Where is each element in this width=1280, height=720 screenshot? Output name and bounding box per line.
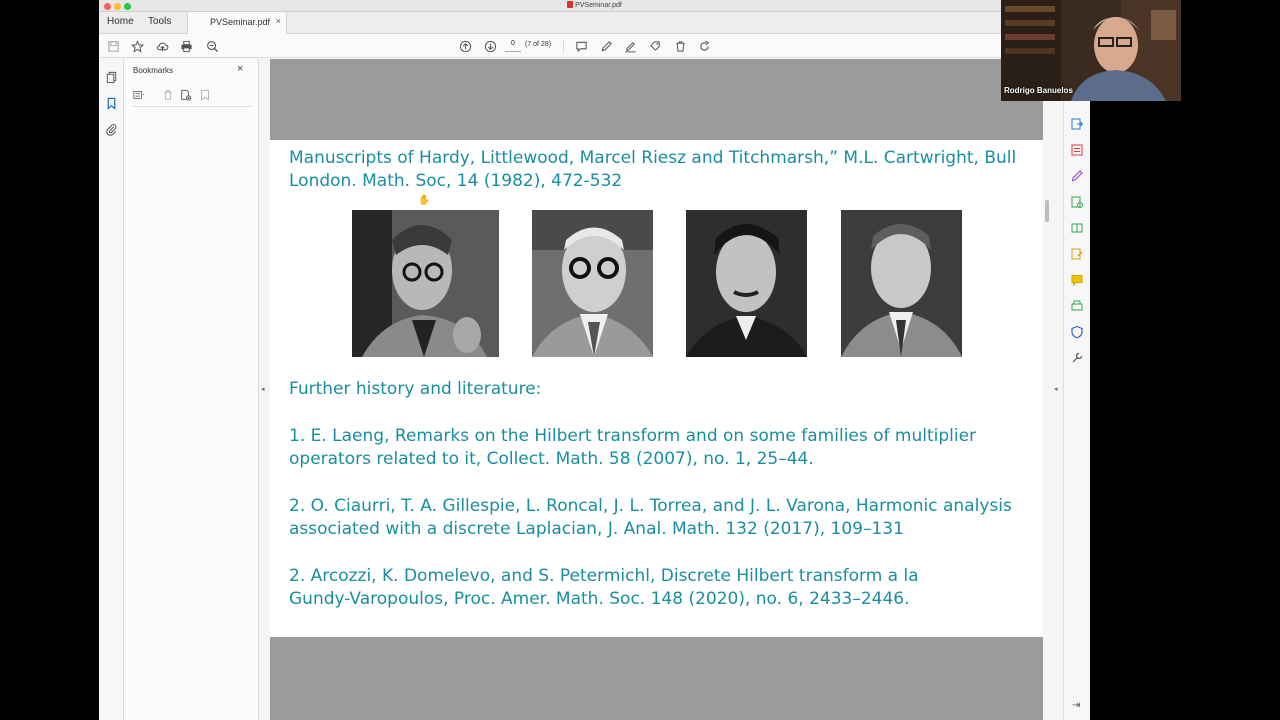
pdf-reader-window [99, 0, 1090, 720]
document-view[interactable] [270, 59, 1043, 720]
tab-document-label: PVSeminar.pdf [210, 17, 271, 27]
page-up-icon[interactable] [458, 39, 472, 53]
page-number-input[interactable]: 0 [505, 40, 521, 52]
sign-icon[interactable] [623, 39, 637, 53]
window-title: PVSeminar.pdf [99, 1, 1090, 9]
pen-icon[interactable] [599, 39, 613, 53]
section-heading: Further history and literature: [289, 379, 542, 399]
attachment-icon[interactable] [105, 123, 118, 136]
reference-line: 2. O. Ciaurri, T. A. Gillespie, L. Roncal, J. L. Torrea, and J. L. Varona, Harmonic analysis [289, 496, 1012, 516]
portrait-photo [841, 210, 962, 357]
reference-line: London. Math. Soc, 14 (1982), 472-532 [289, 171, 623, 191]
rotate-icon[interactable] [697, 39, 711, 53]
toolbar-divider [563, 39, 564, 53]
pages-icon[interactable] [105, 71, 118, 84]
save-icon[interactable] [106, 39, 120, 53]
portrait-photo [352, 210, 499, 357]
comment-tool-icon[interactable] [1070, 273, 1084, 287]
reference-line: associated with a discrete Laplacian, J. Anal. Math. 132 (2017), 109–131 [289, 519, 904, 539]
collapse-right-panel-icon[interactable]: ◂ [1054, 386, 1058, 393]
page-down-icon[interactable] [483, 39, 497, 53]
reference-line: 2. Arcozzi, K. Domelevo, and S. Petermichl, Discrete Hilbert transform a la [289, 566, 919, 586]
fill-sign-icon[interactable] [1070, 247, 1084, 261]
tab-tools[interactable]: Tools [148, 16, 172, 27]
hand-cursor-icon: ✋ [418, 195, 431, 206]
bookmark-properties-icon[interactable] [199, 88, 211, 100]
participant-name: Rodrigo Banuelos [1004, 86, 1073, 95]
tab-home[interactable]: Home [107, 16, 134, 27]
close-bookmarks-button[interactable]: × [237, 63, 244, 75]
toolbar [99, 34, 1090, 58]
zoom-out-icon[interactable] [205, 39, 219, 53]
more-tools-icon[interactable] [1070, 351, 1084, 365]
reference-line: Gundy-Varopoulos, Proc. Amer. Math. Soc. 148 (2020), no. 6, 2433–2446. [289, 589, 910, 609]
edit-pdf-icon[interactable] [1070, 169, 1084, 183]
scan-ocr-icon[interactable] [1070, 299, 1084, 313]
webcam-video [1001, 0, 1181, 101]
tab-bar [99, 12, 1090, 34]
bookmark-star-icon[interactable] [130, 39, 144, 53]
pdf-page [270, 140, 1043, 637]
protect-icon[interactable] [1070, 325, 1084, 339]
bookmarks-panel [124, 59, 259, 720]
page-count: (7 of 28) [525, 41, 552, 48]
close-tab-button[interactable]: × [275, 16, 281, 26]
pdf-file-icon [567, 1, 573, 8]
reference-line: 1. E. Laeng, Remarks on the Hilbert transform and on some families of multiplier [289, 426, 977, 446]
collapse-left-panel-icon[interactable]: ◂ [261, 386, 265, 393]
expand-rail-icon[interactable]: ⇥ [1072, 700, 1081, 711]
bookmark-delete-icon[interactable] [162, 88, 174, 100]
upload-cloud-icon[interactable] [155, 39, 169, 53]
organize-pages-icon[interactable] [1070, 195, 1084, 209]
reference-line: operators related to it, Collect. Math. 58 (2007), no. 1, 25–44. [289, 449, 814, 469]
combine-files-icon[interactable] [1070, 221, 1084, 235]
tab-document[interactable] [187, 12, 287, 34]
vertical-scrollbar[interactable] [1045, 200, 1049, 222]
portrait-photo [686, 210, 807, 357]
delete-icon[interactable] [673, 39, 687, 53]
create-pdf-icon[interactable] [1070, 143, 1084, 157]
left-navigation-rail [99, 59, 124, 720]
reference-line: Manuscripts of Hardy, Littlewood, Marcel Riesz and Titchmarsh,” M.L. Cartwright, Bull [289, 148, 1017, 168]
bookmark-options-icon[interactable] [133, 88, 145, 100]
bookmark-icon[interactable] [105, 97, 118, 110]
print-icon[interactable] [179, 39, 193, 53]
new-bookmark-icon[interactable] [180, 88, 192, 100]
stamp-icon[interactable] [648, 39, 662, 53]
comment-icon[interactable] [574, 39, 588, 53]
title-bar [99, 0, 1090, 12]
bookmarks-divider [132, 106, 252, 107]
portrait-photo [532, 210, 653, 357]
export-pdf-icon[interactable] [1070, 117, 1084, 131]
right-tools-rail [1063, 59, 1090, 720]
bookmarks-title: Bookmarks [133, 66, 174, 75]
